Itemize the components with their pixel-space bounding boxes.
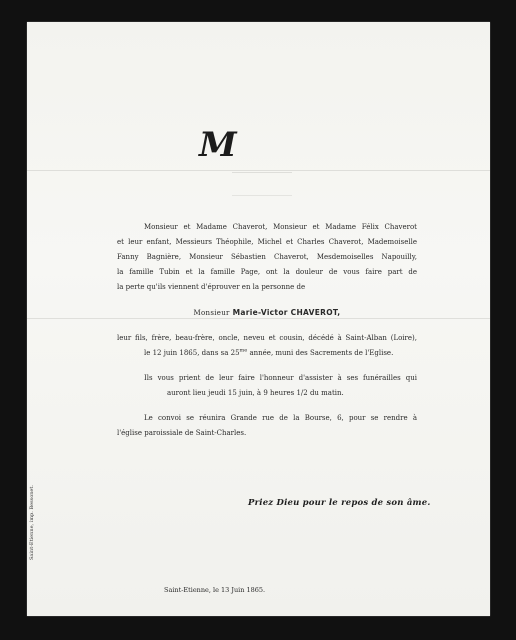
notice-line: Ils vous prient de leur faire l'honneur d'assister à ses funérailles qui (144, 374, 417, 382)
notice-line: leur fils, frère, beau-frère, oncle, neveu et cousin, décédé à Saint-Alban (Loire), (117, 334, 417, 342)
place-date-line: Saint-Etienne, le 13 Juin 1865. (164, 586, 266, 594)
notice-text: année, muni des Sacrements de l'Eglise. (247, 349, 394, 357)
notice-line: la perte qu'ils viennent d'éprouver en la personne de (117, 283, 306, 291)
superscript: me (239, 347, 248, 354)
show-through-mark (232, 172, 292, 196)
funeral-notice-sheet (27, 22, 490, 616)
deceased-title: Monsieur (193, 309, 230, 317)
notice-line: et leur enfant, Messieurs Théophile, Michel et Charles Chaverot, Mademoiselle (117, 238, 417, 246)
notice-line: Monsieur et Madame Chaverot, Monsieur et Madame Félix Chaverot (144, 223, 417, 231)
deceased-name: Marie-Victor CHAVEROT, (232, 308, 341, 317)
printer-imprint: Saint-Etienne, imp. Bessonet. (29, 485, 35, 560)
decorative-initial: M (199, 125, 236, 165)
notice-line: l'église paroissiale de Saint-Charles. (117, 429, 247, 437)
notice-line (117, 346, 417, 361)
notice-line: Le convoi se réunira Grande rue de la Bourse, 6, pour se rendre à (144, 414, 417, 422)
notice-line: la famille Tubin et la famille Page, ont la douleur de vous faire part de (117, 268, 417, 276)
deceased-name-line (117, 305, 417, 321)
notice-body (117, 220, 417, 441)
prayer-line: Priez Dieu pour le repos de son âme. (248, 498, 431, 508)
fold-line (27, 170, 490, 171)
notice-line: Fanny Bagnière, Monsieur Sébastien Chaverot, Mesdemoiselles Napouilly, (117, 253, 417, 261)
notice-line: auront lieu jeudi 15 juin, à 9 heures 1/2 du matin. (167, 389, 344, 397)
notice-text: le 12 juin 1865, dans sa 25 (144, 349, 240, 357)
